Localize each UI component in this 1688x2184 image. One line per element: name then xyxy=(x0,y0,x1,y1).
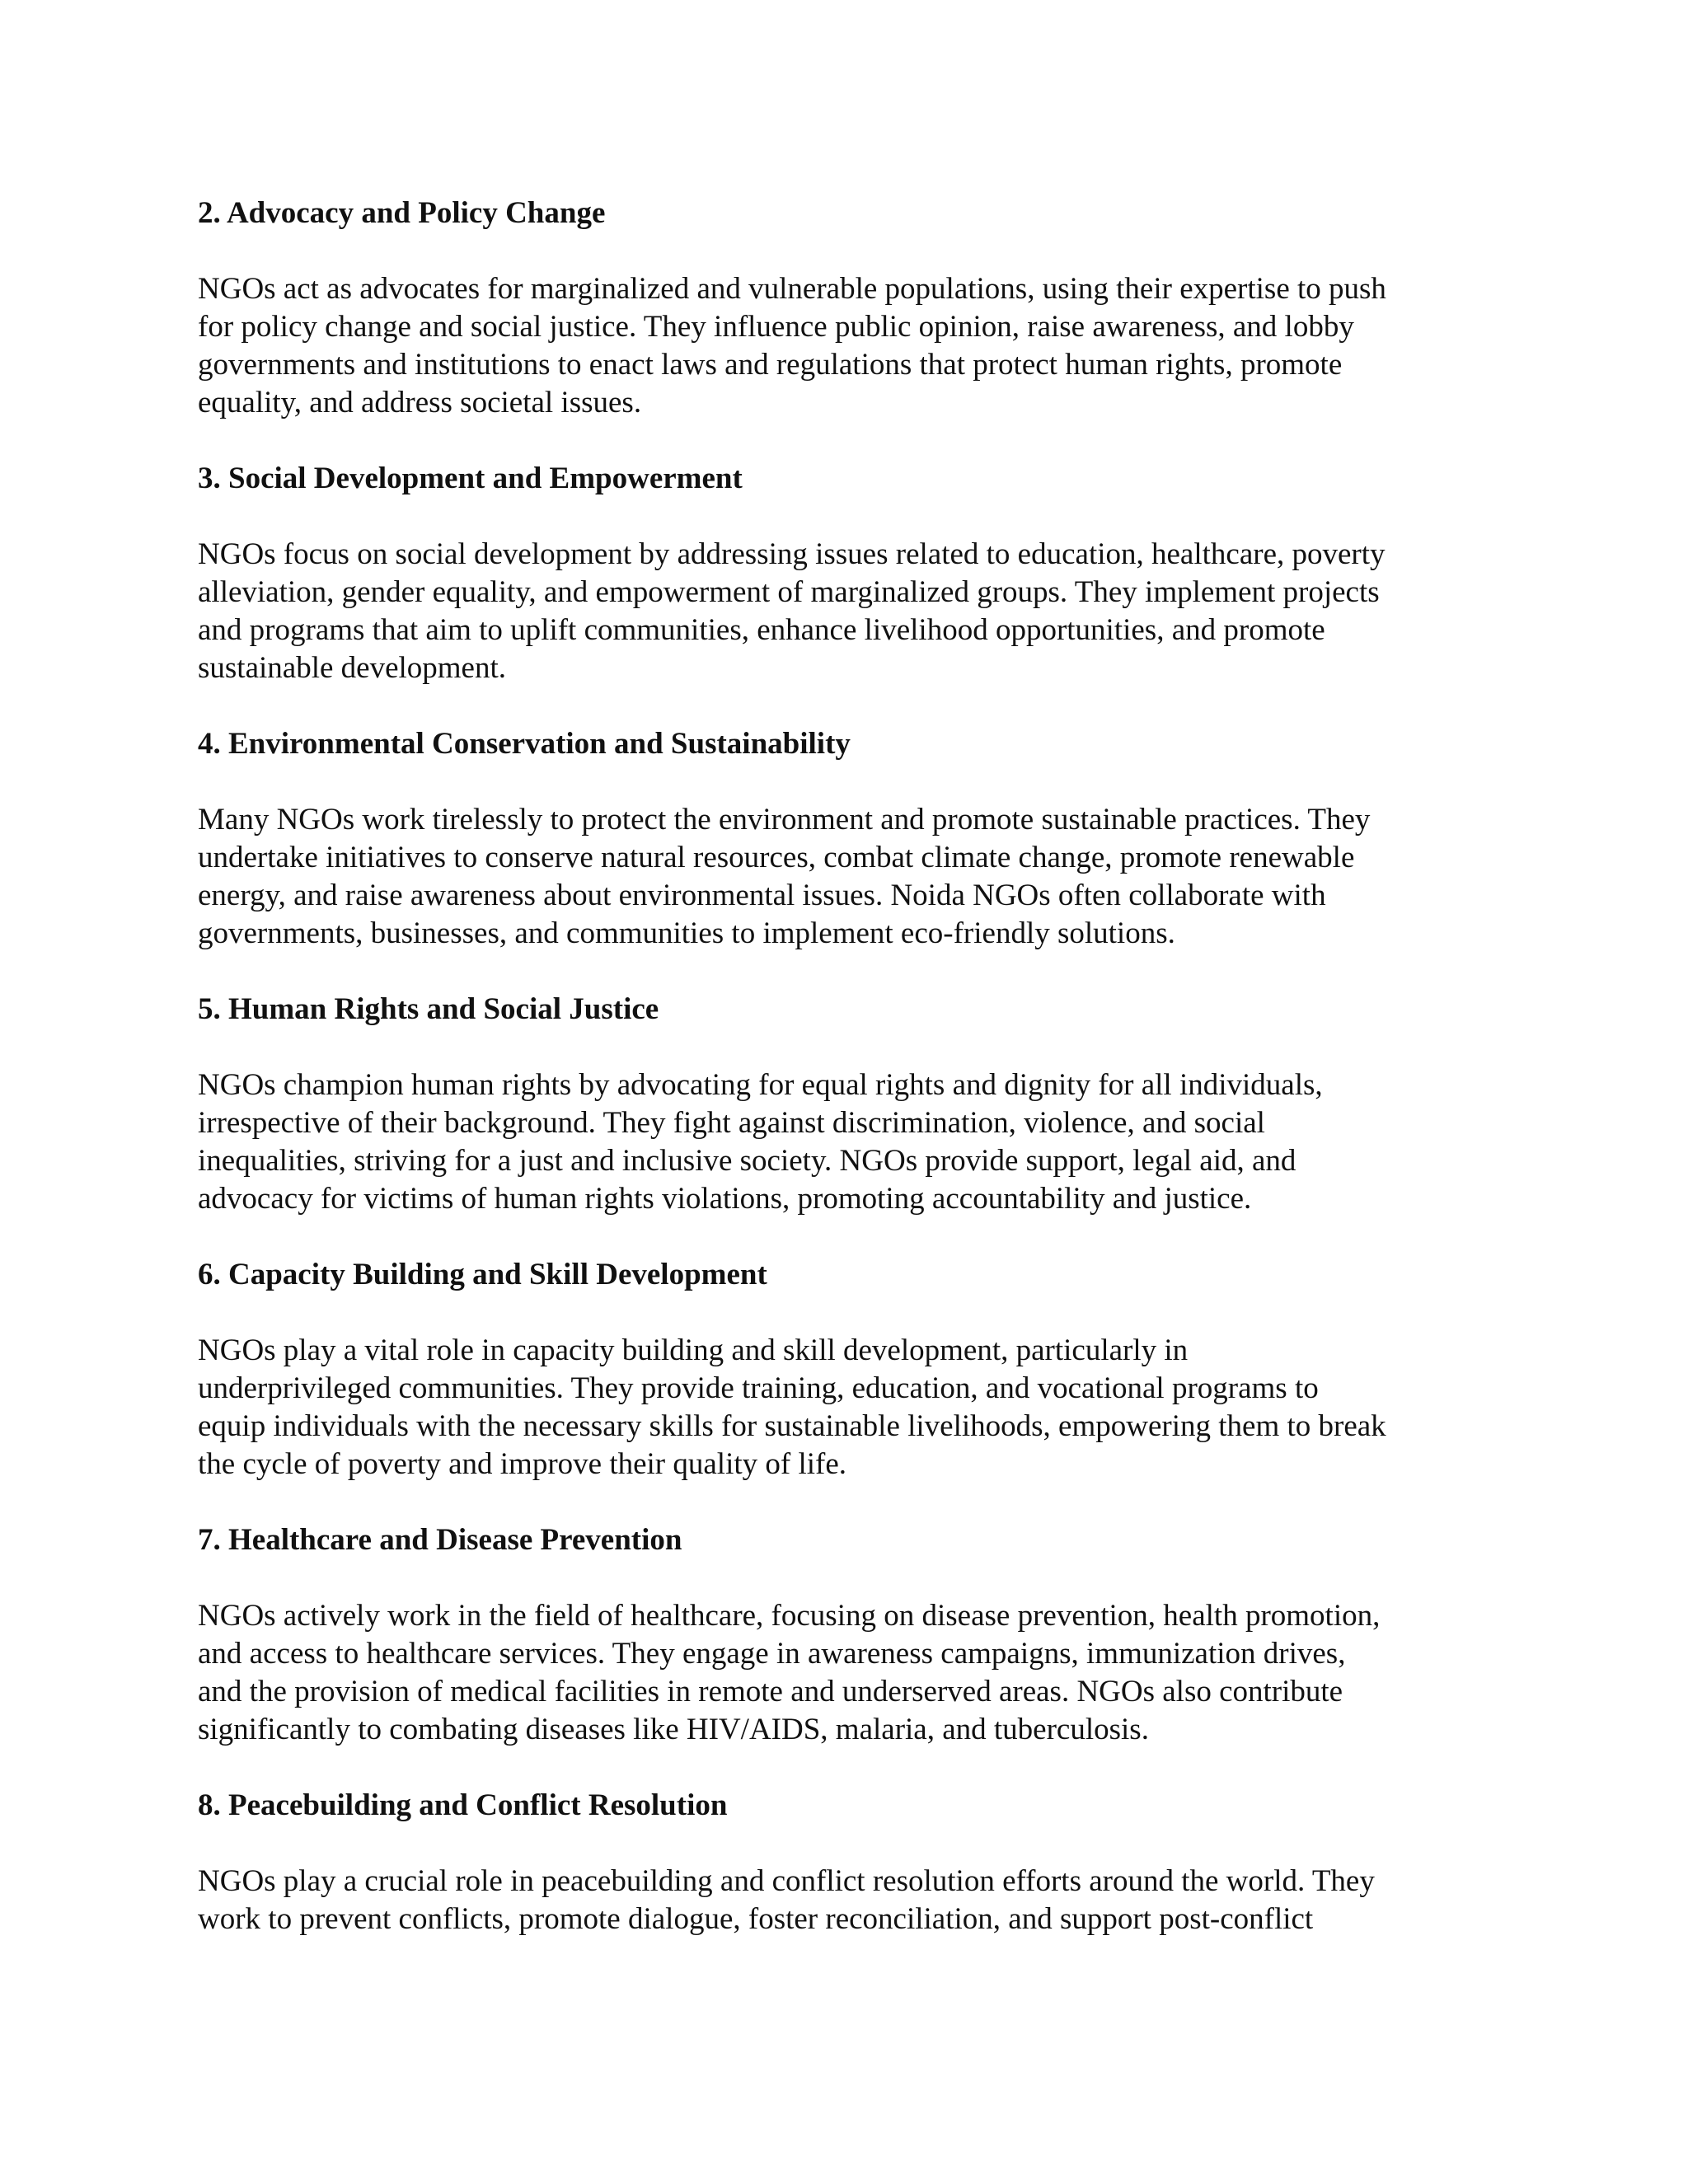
paragraph-line: significantly to combating diseases like HIV/AIDS, malaria, and tuberculosis. xyxy=(198,1713,1149,1746)
paragraph-line: irrespective of their background. They fight against discrimination, violence, and social xyxy=(198,1106,1265,1140)
paragraph-line: advocacy for victims of human rights violations, promoting accountability and justice. xyxy=(198,1182,1252,1216)
paragraph-line: equip individuals with the necessary skills for sustainable livelihoods, empowering them to break xyxy=(198,1409,1386,1443)
section-heading: 8. Peacebuilding and Conflict Resolution xyxy=(198,1788,728,1822)
section-paragraph xyxy=(198,1332,1500,1483)
paragraph-line: equality, and address societal issues. xyxy=(198,386,642,419)
paragraph-line: sustainable development. xyxy=(198,651,507,685)
paragraph-line: underprivileged communities. They provide training, education, and vocational programs to xyxy=(198,1371,1319,1405)
section-social-development xyxy=(198,460,1500,687)
paragraph-line: and programs that aim to uplift communities, enhance livelihood opportunities, and promote xyxy=(198,613,1325,647)
section-human-rights xyxy=(198,991,1500,1218)
section-heading: 7. Healthcare and Disease Prevention xyxy=(198,1523,682,1557)
section-peacebuilding xyxy=(198,1787,1500,1938)
paragraph-line: governments and institutions to enact laws and regulations that protect human rights, promote xyxy=(198,348,1343,382)
section-heading: 6. Capacity Building and Skill Development xyxy=(198,1258,767,1291)
section-heading: 3. Social Development and Empowerment xyxy=(198,462,743,495)
section-environmental xyxy=(198,725,1500,953)
section-paragraph xyxy=(198,801,1500,953)
paragraph-line: energy, and raise awareness about environmental issues. Noida NGOs often collaborate with xyxy=(198,879,1326,912)
section-paragraph xyxy=(198,1597,1500,1749)
paragraph-line: alleviation, gender equality, and empowerment of marginalized groups. They implement projects xyxy=(198,575,1380,609)
section-heading: 4. Environmental Conservation and Sustainability xyxy=(198,727,851,761)
section-advocacy xyxy=(198,194,1500,422)
paragraph-line: inequalities, striving for a just and inclusive society. NGOs provide support, legal aid, and xyxy=(198,1144,1296,1178)
paragraph-line: and access to healthcare services. They engage in awareness campaigns, immunization drives, xyxy=(198,1637,1346,1671)
paragraph-line: governments, businesses, and communities to implement eco-friendly solutions. xyxy=(198,916,1175,950)
section-paragraph xyxy=(198,1066,1500,1218)
paragraph-line: NGOs play a vital role in capacity building and skill development, particularly in xyxy=(198,1333,1189,1367)
paragraph-line: work to prevent conflicts, promote dialogue, foster reconciliation, and support post-conflict xyxy=(198,1902,1314,1936)
paragraph-line: NGOs focus on social development by addressing issues related to education, healthcare, poverty xyxy=(198,537,1386,571)
section-heading: 2. Advocacy and Policy Change xyxy=(198,196,606,230)
paragraph-line: undertake initiatives to conserve natural resources, combat climate change, promote renewable xyxy=(198,841,1355,874)
paragraph-line: NGOs actively work in the field of healthcare, focusing on disease prevention, health promotion, xyxy=(198,1599,1381,1633)
section-capacity-building xyxy=(198,1256,1500,1483)
document-page xyxy=(198,194,1500,1976)
paragraph-line: NGOs act as advocates for marginalized and vulnerable populations, using their expertise to push xyxy=(198,272,1386,306)
paragraph-line: NGOs champion human rights by advocating for equal rights and dignity for all individuals, xyxy=(198,1068,1323,1102)
section-healthcare xyxy=(198,1521,1500,1749)
paragraph-line: for policy change and social justice. They influence public opinion, raise awareness, and lobby xyxy=(198,310,1354,344)
section-paragraph xyxy=(198,270,1500,422)
paragraph-line: and the provision of medical facilities in remote and underserved areas. NGOs also contribute xyxy=(198,1675,1343,1708)
paragraph-line: NGOs play a crucial role in peacebuilding and conflict resolution efforts around the world. They xyxy=(198,1864,1375,1898)
section-paragraph xyxy=(198,1863,1500,1938)
section-paragraph xyxy=(198,536,1500,687)
paragraph-line: Many NGOs work tirelessly to protect the environment and promote sustainable practices. They xyxy=(198,803,1371,837)
section-heading: 5. Human Rights and Social Justice xyxy=(198,992,659,1026)
paragraph-line: the cycle of poverty and improve their quality of life. xyxy=(198,1447,847,1481)
